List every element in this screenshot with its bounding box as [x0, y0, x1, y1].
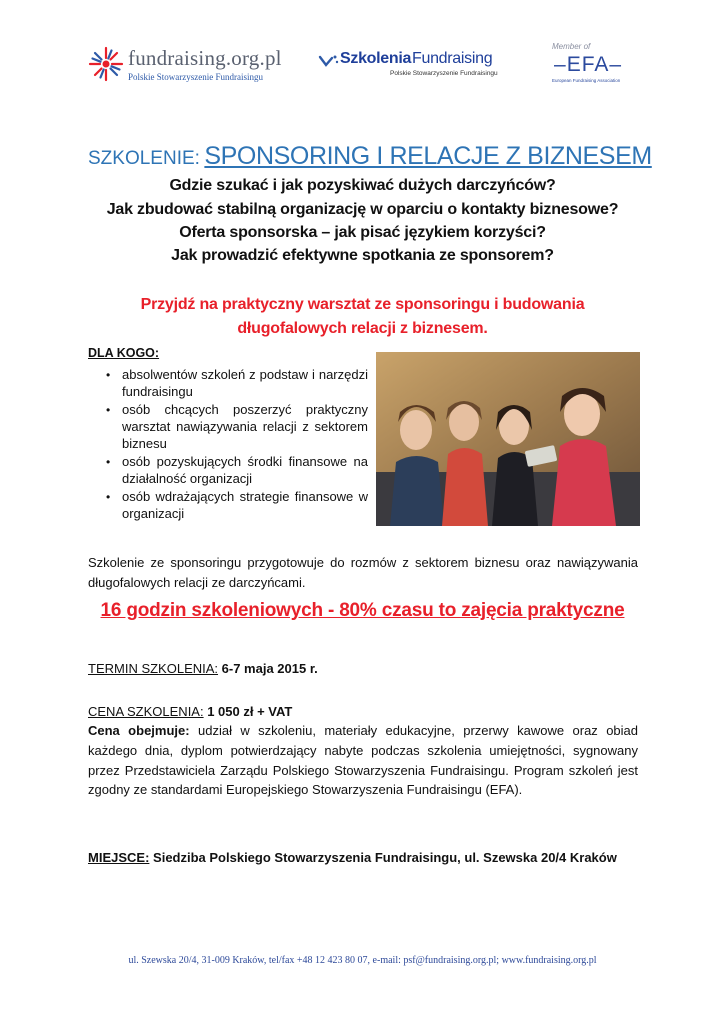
invite-line-1: Przyjdź na praktyczny warsztat ze sponsoringu i budowania: [140, 296, 585, 313]
term-value: 6-7 maja 2015 r.: [221, 661, 318, 676]
bullet-icon: •: [106, 455, 111, 469]
place-label: MIEJSCE:: [88, 850, 150, 865]
price-includes-label: Cena obejmuje:: [88, 723, 190, 738]
invite-line-2: długofalowych relacji z biznesem.: [237, 320, 488, 337]
title-main: SPONSORING I RELACJE Z BIZNESEM: [204, 142, 652, 170]
title-lead: SZKOLENIE:: [88, 148, 200, 169]
price-includes-text: udział w szkoleniu, materiały edukacyjne, przerwy kawowe oraz obiad każdego dnia, dyplom potwierdzający nabyte podczas szkolenia umiejętności, sygnowany przez Przedstawiciela Zarządu Polskiego Stowarzyszenia Fundraisingu. Program szkoleń jest zgodny ze standardami Europejskiego Stowarzyszenia Fundraisingu (EFA).: [88, 723, 639, 798]
logo-subtitle: Polskie Stowarzyszenie Fundraisingu: [128, 72, 263, 82]
audience-list: [106, 366, 368, 523]
efa-logo: [552, 42, 632, 90]
bullet-icon: •: [106, 490, 111, 504]
szkolenia-fundraising-logo: [318, 50, 508, 84]
question-4: Jak prowadzić efektywne spotkania ze sponsorem?: [171, 247, 554, 264]
member-of-label: Member of: [552, 42, 591, 51]
sun-logo-icon: [88, 46, 124, 82]
efa-name: –EFA–: [554, 53, 623, 76]
swoosh-logo-icon: [318, 54, 340, 70]
place-value: Siedziba Polskiego Stowarzyszenia Fundraisingu, ul. Szewska 20/4 Kraków: [153, 850, 617, 865]
place-line: [88, 850, 617, 865]
question-3: Oferta sponsorska – jak pisać językiem korzyści?: [179, 224, 546, 241]
intro-paragraph: Szkolenie ze sponsoringu przygotowuje do rozmów z sektorem biznesu oraz nawiązywania długofalowych relacji ze darczyńcami.: [88, 555, 638, 590]
training-participants-photo: [376, 352, 640, 526]
term-line: [88, 661, 318, 676]
bullet-icon: •: [106, 403, 111, 417]
price-line: [88, 704, 292, 719]
footer-contact: ul. Szewska 20/4, 31-009 Kraków, tel/fax +48 12 423 80 07, e-mail: psf@fundraising.org.pl; www.fundraising.org.pl: [128, 955, 597, 966]
hours-highlight: 16 godzin szkoleniowych - 80% czasu to zajęcia praktyczne: [100, 600, 625, 621]
audience-heading: DLA KOGO:: [88, 346, 160, 360]
question-2: Jak zbudować stabilną organizację w oparciu o kontakty biznesowe?: [106, 201, 619, 218]
question-1: Gdzie szukać i jak pozyskiwać dużych darczyńców?: [169, 177, 556, 194]
logo-name-regular: Fundraising: [412, 50, 493, 67]
price-label: CENA SZKOLENIA:: [88, 704, 204, 719]
logo-subtitle: Polskie Stowarzyszenie Fundraisingu: [390, 70, 498, 77]
term-label: TERMIN SZKOLENIA:: [88, 661, 219, 676]
price-description: [88, 721, 638, 800]
list-item: • osób wdrażających strategie finansowe w organizacji: [106, 489, 368, 521]
list-item: • osób pozyskujących środki finansowe na działalność organizacji: [106, 454, 368, 486]
page-title: [88, 142, 652, 171]
efa-subtitle: European Fundraising Association: [552, 78, 621, 83]
list-item: • absolwentów szkoleń z podstaw i narzędzi fundraisingu: [106, 367, 368, 399]
price-value: 1 050 zł + VAT: [207, 704, 293, 719]
fundraising-logo: [88, 44, 288, 88]
logo-name-bold: Szkolenia: [340, 50, 412, 67]
list-item: • osób chcących poszerzyć praktyczny warsztat nawiązywania relacji z sektorem biznesu: [106, 402, 368, 451]
bullet-icon: •: [106, 368, 111, 382]
logo-name: fundraising.org.pl: [128, 46, 282, 70]
